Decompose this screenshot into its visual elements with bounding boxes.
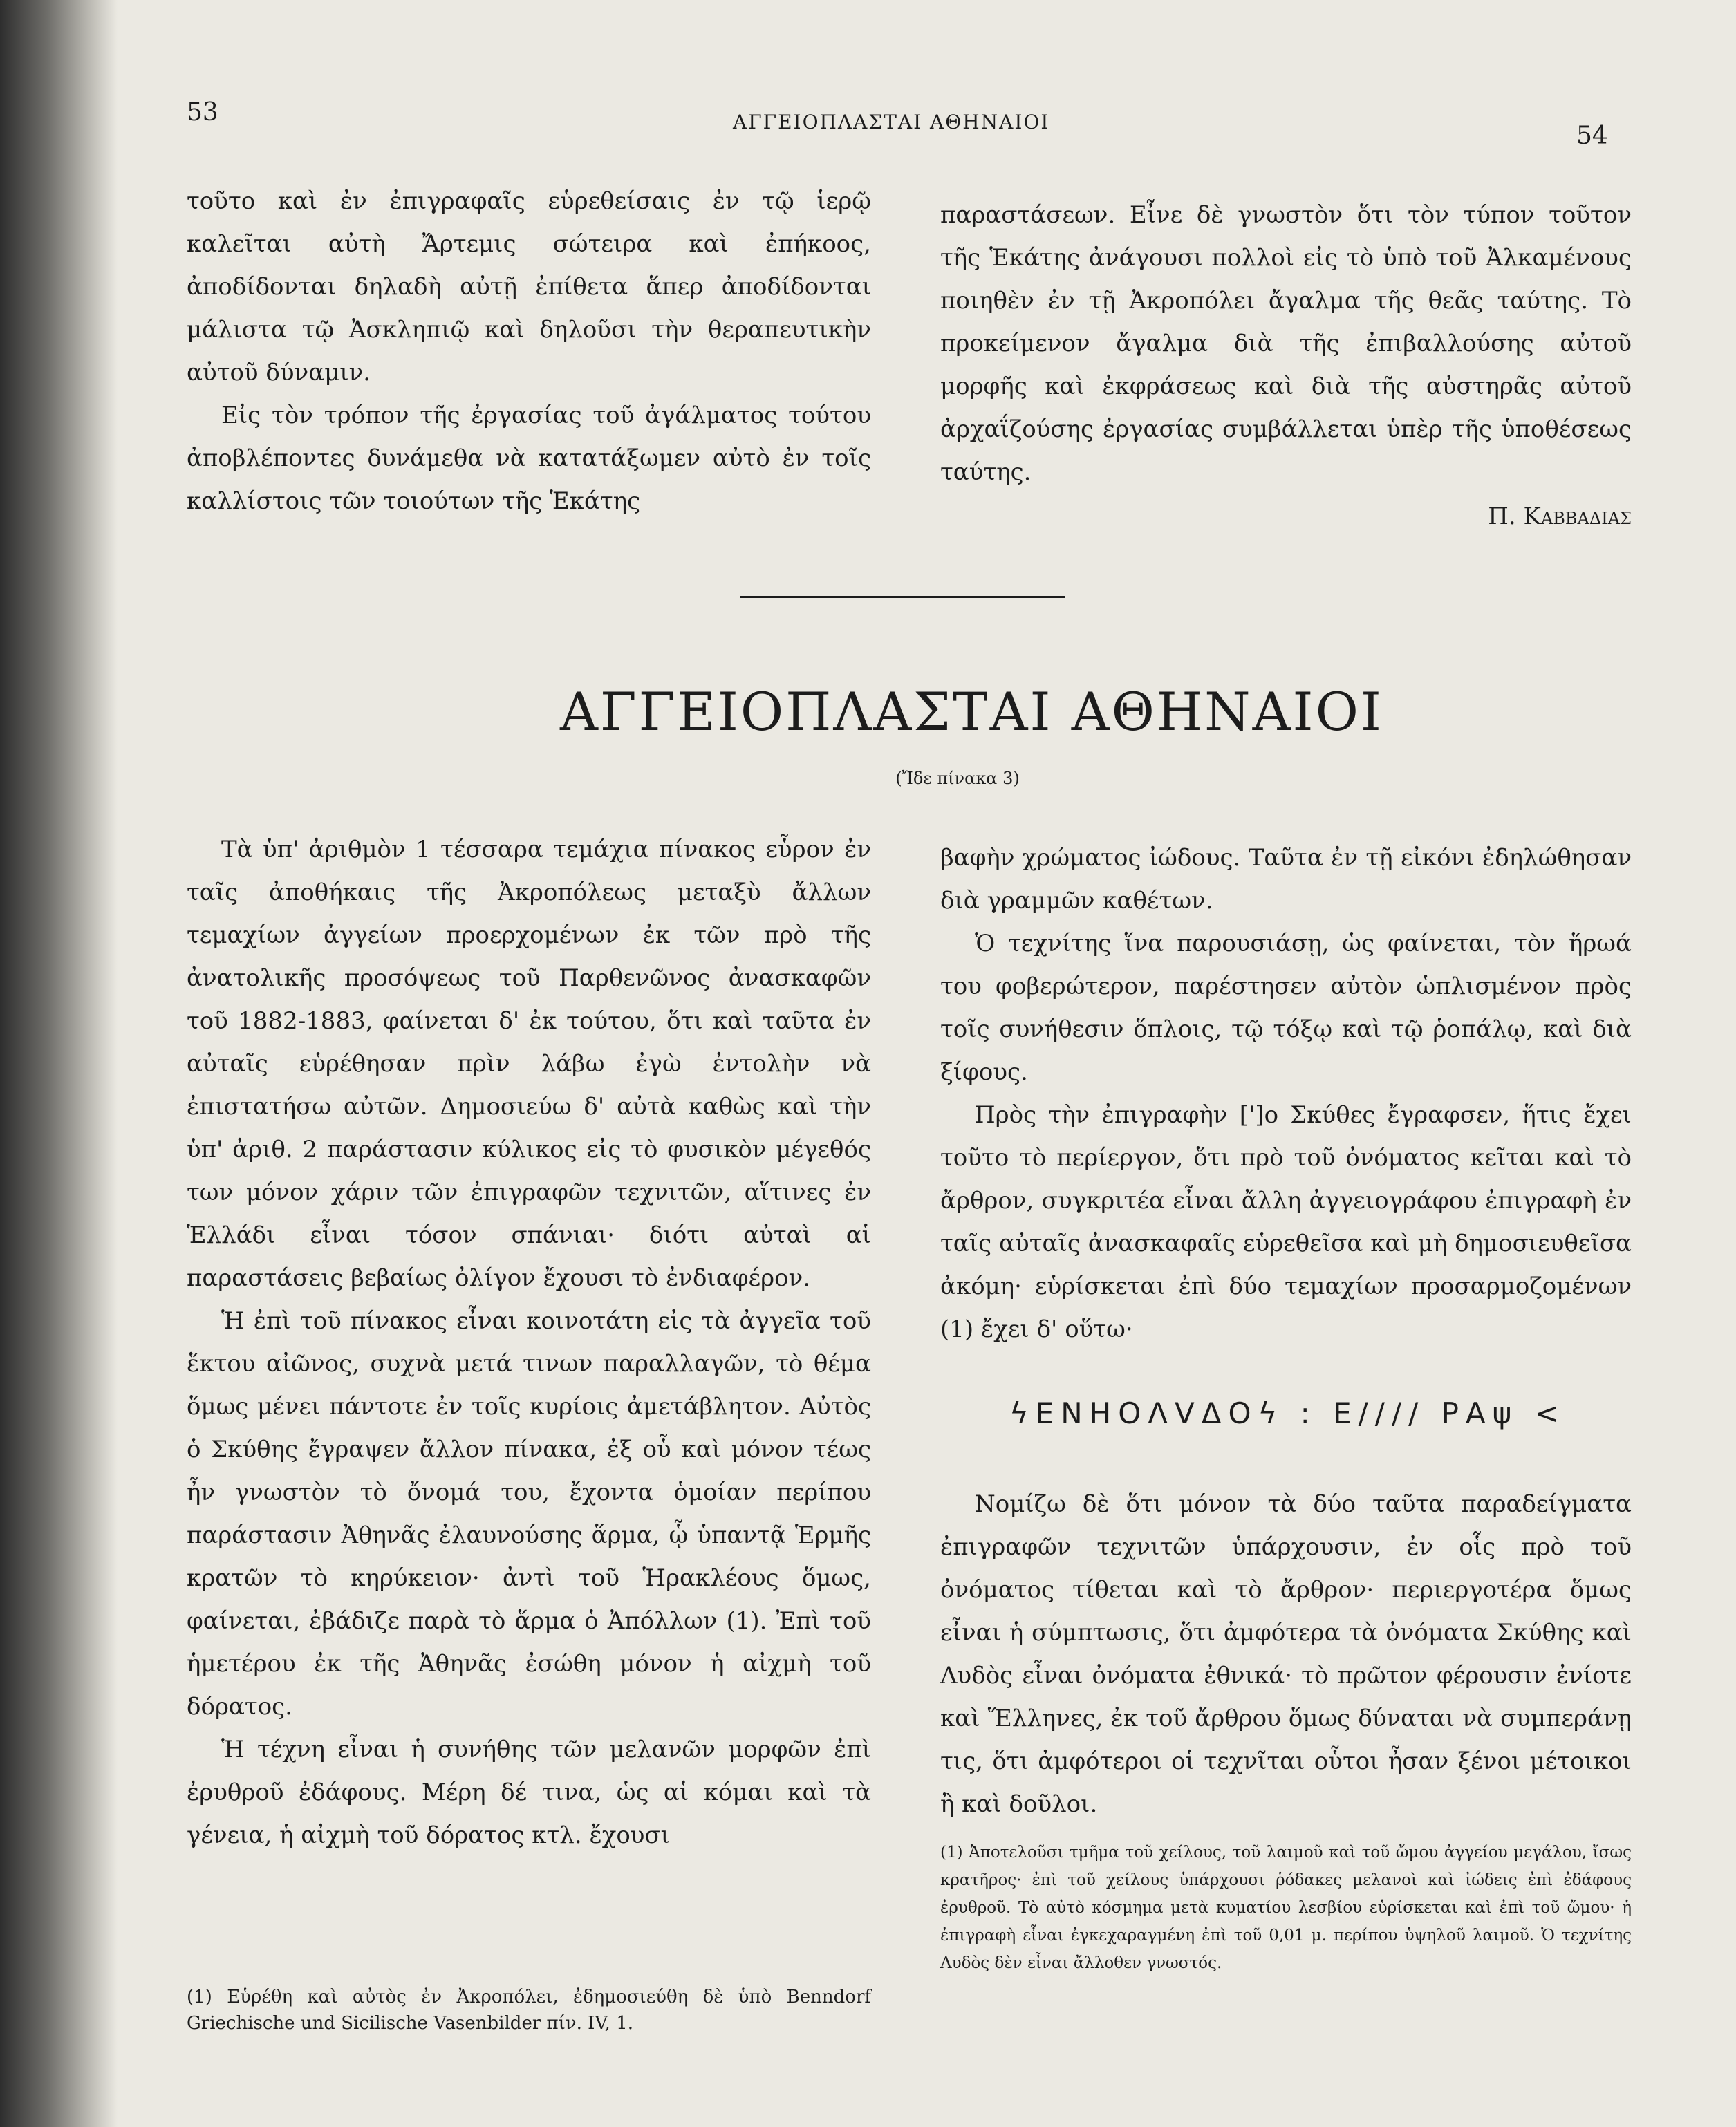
previous-article-right-column [940, 194, 1632, 538]
vase-inscription: ϟΕΝΗΟΛVΔΟϟ : Ε//// ΡΑψ < [1009, 1396, 1566, 1430]
footnote-left [187, 1984, 871, 2036]
separator-rule [740, 596, 1065, 598]
paragraph: Πρὸς τὴν ἐπιγραφὴν [']ο Σκύθες ἔγραφσεν, ἥτις ἔχει τοῦτο τὸ περίεργον, ὅτι πρὸ τοῦ ὀνόματος κεῖται καὶ τὸ ἄρθρον, συγκριτέα εἶναι ἄλλη ἀγγειογράφου ἐπιγραφὴ ἐν ταῖς αὐταῖς ἀνασκαφαῖς εὑρεθεῖσα καὶ μὴ δημοσιευθεῖσα ἀκόμη· εὑρίσκεται ἐπὶ δύο τεμαχίων προσαρμοζομένων (1) ἔχει δ' οὕτω· [940, 1101, 1632, 1343]
paragraph: Τὰ ὑπ' ἀριθμὸν 1 τέσσαρα τεμάχια πίνακος εὗρον ἐν ταῖς ἀποθήκαις τῆς Ἀκροπόλεως μεταξὺ ἄλλων τεμαχίων ἀγγείων προερχομένων ἐκ τῶν πρὸ τῆς ἀνατολικῆς προσόψεως τοῦ Παρθενῶνος ἀνασκαφῶν τοῦ 1882-1883, φαίνεται δ' ἐκ τούτου, ὅτι καὶ ταῦτα ἐν αὐταῖς εὑρέθησαν πρὶν λάβω ἐγὼ ἐντολὴν νὰ ἐπιστατήσω αὐτῶν. Δημοσιεύω δ' αὐτὰ καθὼς καὶ τὴν ὑπ' ἀριθ. 2 παράστασιν κύλικος εἰς τὸ φυσικὸν μέγεθός των μόνον χάριν τῶν ἐπιγραφῶν τεχνιτῶν, αἵτινες ἐν Ἑλλάδι εἶναι τόσον σπάνιαι· διότι αὐταὶ αἱ παραστάσεις βεβαίως ὀλίγον ἔχουσι τὸ ἐνδιαφέρον. [187, 836, 871, 1292]
paragraph: τοῦτο καὶ ἐν ἐπιγραφαῖς εὑρεθείσαις ἐν τῷ ἱερῷ καλεῖται αὐτὴ Ἄρτεμις σώτειρα καὶ ἐπήκοος, ἀποδίδονται δηλαδὴ αὐτῇ ἐπίθετα ἅπερ ἀποδίδονται μάλιστα τῷ Ἀσκληπιῷ καὶ δηλοῦσι τὴν θεραπευτικὴν αὐτοῦ δύναμιν. [187, 187, 871, 386]
footnote-text: (1) Εὑρέθη καὶ αὐτὸς ἐν Ἀκροπόλει, ἐδημοσιεύθη δὲ ὑπὸ Benndorf Griechische und Sicilische Vasenbilder πίν. IV, 1. [187, 1987, 871, 2034]
running-head: ΑΓΓΕΙΟΠΛΑΣΤΑΙ ΑΘΗΝΑΙΟΙ [733, 111, 1050, 133]
book-page [118, 0, 1736, 2127]
article-title: ΑΓΓΕΙΟΠΛΑΣΤΑΙ ΑΘΗΝΑΙΟΙ [560, 681, 1383, 742]
paragraph: παραστάσεων. Εἶνε δὲ γνωστὸν ὅτι τὸν τύπον τοῦτον τῆς Ἑκάτης ἀνάγουσι πολλοὶ εἰς τὸ ὑπὸ τοῦ Ἀλκαμένους ποιηθὲν ἐν τῇ Ἀκροπόλει ἄγαλμα τῆς θεᾶς ταύτης. Τὸ προκείμενον ἄγαλμα διὰ τῆς ἐπιβαλλούσης αὐτοῦ μορφῆς καὶ ἐκφράσεως καὶ διὰ τῆς αὐστηρᾶς αὐτοῦ ἀρχαΐζούσης ἐργασίας συμβάλλεται ὑπὲρ τῆς ὑποθέσεως ταύτης. [940, 201, 1632, 486]
paragraph: Ἡ ἐπὶ τοῦ πίνακος εἶναι κοινοτάτη εἰς τὰ ἀγγεῖα τοῦ ἕκτου αἰῶνος, συχνὰ μετά τινων παραλλαγῶν, τὸ θέμα ὅμως μένει πάντοτε ἐν τοῖς κυρίοις ἀμετάβλητον. Αὐτὸς ὁ Σκύθης ἔγραψεν ἄλλον πίνακα, ἐξ οὗ καὶ μόνον τέως ἦν γνωστὸν τὸ ὄνομά του, ἔχοντα ὁμοίαν περίπου παράστασιν Ἀθηνᾶς ἐλαυνούσης ἅρμα, ᾧ ὑπαντᾷ Ἑρμῆς κρατῶν τὸ κηρύκειον· ἀντὶ τοῦ Ἡρακλέους ὅμως, φαίνεται, ἐβάδιζε παρὰ τὸ ἅρμα ὁ Ἀπόλλων (1). Ἐπὶ τοῦ ἡμετέρου ἐκ τῆς Ἀθηνᾶς ἐσώθη μόνον ἡ αἰχμὴ τοῦ δόρατος. [187, 1307, 871, 1721]
author-signature: Π. Καββαδιασ [1488, 503, 1632, 530]
footnote-text: (1) Ἀποτελοῦσι τμῆμα τοῦ χείλους, τοῦ λαιμοῦ καὶ τοῦ ὤμου ἀγγείου μεγάλου, ἴσως κρατῆρος· ἐπὶ τοῦ χείλους ὑπάρχουσι ῥόδακες μελανοὶ καὶ ἰώδεις ἐπὶ ἐδάφους ἐρυθροῦ. Τὸ αὐτὸ κόσμημα μετὰ κυματίου λεσβίου εὑρίσκεται καὶ ἐπὶ τοῦ ὤμου· ἡ ἐπιγραφὴ εἶναι ἐγκεχαραγμένη ἐπὶ τοῦ 0,01 μ. περίπου ὑψηλοῦ λαιμοῦ. Ὁ τεχνίτης Λυδὸς δὲν εἶναι ἄλλοθεν γνωστός. [940, 1844, 1632, 1972]
article-right-column-bottom [940, 1483, 1632, 1826]
paragraph: Νομίζω δὲ ὅτι μόνον τὰ δύο ταῦτα παραδείγματα ἐπιγραφῶν τεχνιτῶν ὑπάρχουσιν, ἐν οἷς πρὸ τοῦ ὀνόματος τίθεται καὶ τὸ ἄρθρον· περιεργοτέρα ὅμως εἶναι ἡ σύμπτωσις, ὅτι ἀμφότερα τὰ ὀνόματα Σκύθης καὶ Λυδὸς εἶναι ὀνόματα ἐθνικά· τὸ πρῶτον φέρουσιν ἐνίοτε καὶ Ἕλληνες, ἐκ τοῦ ἄρθρου ὅμως δύναται νὰ συμπεράνῃ τις, ὅτι ἀμφότεροι οἱ τεχνῖται οὗτοι ἦσαν ξένοι μέτοικοι ἢ καὶ δοῦλοι. [940, 1490, 1632, 1818]
paragraph: Ἡ τέχνη εἶναι ἡ συνήθης τῶν μελανῶν μορφῶν ἐπὶ ἐρυθροῦ ἐδάφους. Μέρη δέ τινα, ὡς αἱ κόμαι καὶ τὰ γένεια, ἡ αἰχμὴ τοῦ δόρατος κτλ. ἔχουσι [187, 1736, 871, 1849]
paragraph: Εἰς τὸν τρόπον τῆς ἐργασίας τοῦ ἀγάλματος τούτου ἀποβλέποντες δυνάμεθα νὰ κατατάξωμεν αὐτὸ ἐν τοῖς καλλίστοις τῶν τοιούτων τῆς Ἑκάτης [187, 402, 871, 515]
page-number-right: 54 [1576, 122, 1608, 150]
paragraph: Ὁ τεχνίτης ἵνα παρουσιάσῃ, ὡς φαίνεται, τὸν ἥρωά του φοβερώτερον, παρέστησεν αὐτὸν ὡπλισμένον πρὸς τοῖς συνήθεσιν ὅπλοις, τῷ τόξῳ καὶ τῷ ῥοπάλῳ, καὶ διὰ ξίφους. [940, 930, 1632, 1086]
article-subtitle: (Ἴδε πίνακα 3) [895, 769, 1020, 788]
page-number-left: 53 [187, 98, 218, 127]
previous-article-left-column [187, 180, 871, 523]
footnote-right [940, 1839, 1632, 1977]
article-left-column [187, 828, 871, 1857]
article-right-column-top [940, 836, 1632, 1351]
book-spine-shadow [0, 0, 118, 2127]
paragraph: βαφὴν χρώματος ἰώδους. Ταῦτα ἐν τῇ εἰκόνι ἐδηλώθησαν διὰ γραμμῶν καθέτων. [940, 844, 1632, 915]
